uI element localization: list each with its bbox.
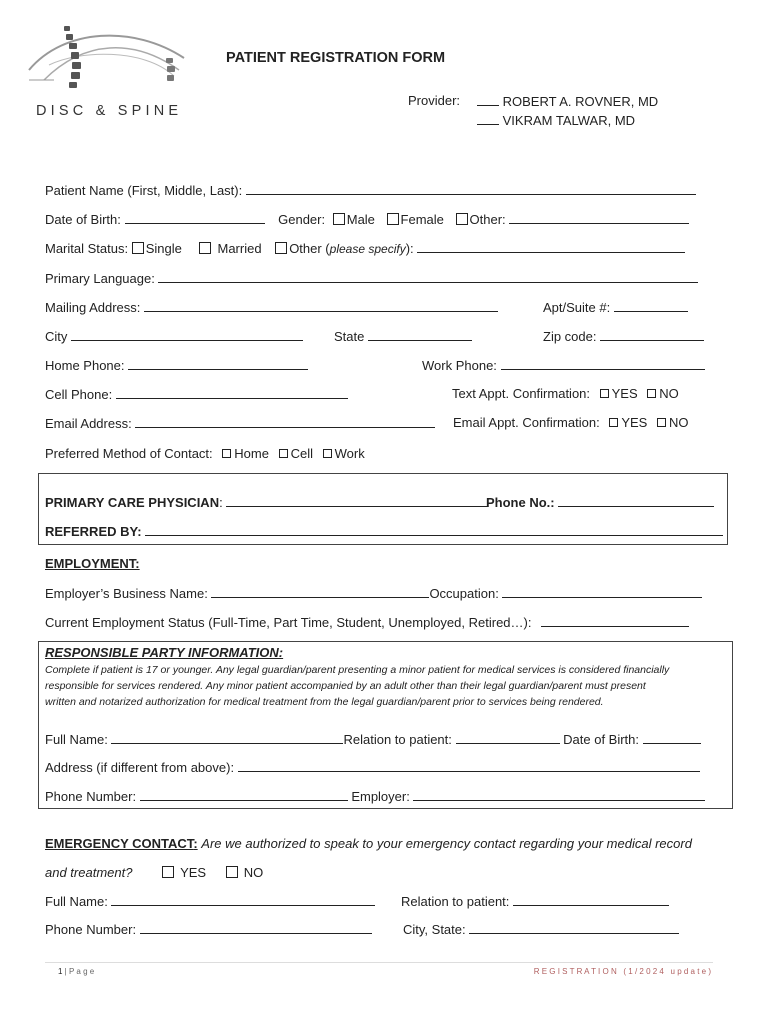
footer-page-sep: | [62, 967, 69, 976]
responsible-phone-field[interactable] [140, 788, 348, 801]
referred-row [45, 523, 723, 540]
zip-row [543, 328, 704, 345]
preferred-cell-checkbox[interactable] [279, 449, 288, 458]
emergency-no-checkbox[interactable] [226, 866, 238, 878]
yes-label: YES [621, 415, 648, 430]
email-confirm-label: Email Appt. Confirmation: [453, 415, 600, 430]
mailing-field[interactable] [144, 299, 498, 312]
provider-check-line[interactable] [477, 112, 499, 125]
pcp-label: PRIMARY CARE PHYSICIAN [45, 495, 220, 510]
marital-other-field[interactable] [417, 240, 685, 253]
work-phone-field[interactable] [501, 357, 705, 370]
responsible-phone-row [45, 788, 705, 805]
zip-field[interactable] [600, 328, 704, 341]
gender-option: Other: [469, 212, 506, 227]
emergency-phone-row [45, 921, 372, 938]
employment-status-row [45, 614, 689, 631]
language-row [45, 270, 698, 287]
form-title: PATIENT REGISTRATION FORM [226, 50, 446, 66]
email-field[interactable] [135, 415, 435, 428]
no-label: NO [668, 415, 689, 430]
provider-name: ROBERT A. ROVNER, MD [502, 94, 659, 109]
no-label: NO [659, 386, 679, 401]
email-confirm-yes-checkbox[interactable] [609, 418, 618, 427]
no-label: NO [243, 865, 264, 880]
state-field[interactable] [368, 328, 472, 341]
work-phone-label: Work Phone: [422, 358, 497, 373]
dob-label: Date of Birth: [45, 212, 121, 227]
dob-field[interactable] [125, 211, 265, 224]
emergency-heading: EMERGENCY CONTACT [45, 836, 194, 851]
footer-page-number: 1 [58, 967, 63, 976]
home-phone-label: Home Phone: [45, 358, 125, 373]
emergency-city-state-label: City, State: [403, 922, 466, 937]
emergency-question: Are we authorized to speak to your emergency contact regarding your medical record [201, 836, 692, 851]
preferred-home-checkbox[interactable] [222, 449, 231, 458]
responsible-address-label: Address (if different from above): [45, 760, 235, 775]
responsible-name-label: Full Name: [45, 732, 108, 747]
footer-registration: R E G I S T R A T I O N ( 1 / 2 0 2 4 u p d a t e ) [533, 967, 711, 976]
responsible-note-line: Complete if patient is 17 or younger. Any legal guardian/parent presenting a minor patient for medical services is considered financially [45, 664, 670, 676]
preferred-option: Cell [290, 446, 313, 461]
marital-close: ): [405, 241, 414, 256]
employment-status-label: Current Employment Status (Full-Time, Part Time, Student, Unemployed, Retired…): [45, 615, 532, 630]
responsible-employer-label: Employer: [351, 789, 410, 804]
marital-label: Marital Status: [45, 241, 129, 256]
responsible-heading: RESPONSIBLE PARTY INFORMATION: [45, 645, 284, 660]
responsible-relation-label: Relation to patient: [343, 732, 452, 747]
email-row [45, 415, 435, 432]
marital-row [45, 240, 685, 257]
responsible-relation-field[interactable] [456, 731, 560, 744]
pcp-field[interactable] [226, 494, 488, 507]
marital-specify: please specify [329, 242, 406, 256]
employer-row [45, 585, 702, 602]
gender-female-checkbox[interactable] [387, 213, 399, 225]
emergency-question-cont: and treatment? [45, 865, 133, 880]
preferred-label: Preferred Method of Contact: [45, 446, 213, 461]
pcp-phone-field[interactable] [558, 494, 714, 507]
provider-label: Provider: [408, 93, 461, 108]
employer-label: Employer’s Business Name: [45, 586, 208, 601]
emergency-heading-row [45, 836, 692, 852]
responsible-note-line: responsible for services rendered. Any minor patient accompanied by an adult other than their legal guardian/parent must present [45, 680, 646, 692]
cell-phone-field[interactable] [116, 386, 348, 399]
responsible-name-row [45, 731, 701, 748]
marital-option: Single [145, 241, 182, 256]
employer-field[interactable] [211, 585, 429, 598]
responsible-employer-field[interactable] [413, 788, 705, 801]
state-row [334, 328, 472, 345]
home-phone-field[interactable] [128, 357, 308, 370]
provider-name: VIKRAM TALWAR, MD [502, 113, 636, 128]
marital-option: Other ( [289, 241, 330, 256]
email-label: Email Address: [45, 416, 132, 431]
provider-option-rovner[interactable] [477, 93, 658, 110]
text-confirm-row [452, 386, 679, 402]
city-label: City [45, 329, 68, 344]
footer-rule [45, 962, 713, 963]
pcp-colon: : [219, 495, 223, 510]
gender-other-checkbox[interactable] [456, 213, 468, 225]
responsible-phone-label: Phone Number: [45, 789, 137, 804]
apt-field[interactable] [614, 299, 688, 312]
occupation-field[interactable] [502, 585, 702, 598]
preferred-option: Home [234, 446, 269, 461]
pcp-phone-label: Phone No.: [486, 495, 555, 510]
employment-heading: EMPLOYMENT: [45, 556, 140, 571]
state-label: State [334, 329, 365, 344]
emergency-relation-row [401, 893, 669, 910]
zip-label: Zip code: [543, 329, 597, 344]
email-confirm-row [453, 415, 688, 431]
referred-field[interactable] [145, 523, 723, 536]
emergency-heading-colon: : [193, 836, 198, 851]
gender-option: Female [400, 212, 444, 227]
cell-phone-row [45, 386, 348, 403]
work-phone-row [422, 357, 705, 374]
disc-spine-logo [24, 20, 204, 124]
apt-label: Apt/Suite #: [543, 300, 611, 315]
city-field[interactable] [71, 328, 303, 341]
responsible-name-field[interactable] [111, 731, 343, 744]
emergency-relation-label: Relation to patient: [401, 894, 510, 909]
emergency-name-row [45, 893, 375, 910]
footer-page [58, 967, 94, 976]
spine-logo-icon [24, 20, 204, 124]
dob-gender-row [45, 211, 689, 228]
provider-option-talwar[interactable] [477, 112, 635, 129]
cell-phone-label: Cell Phone: [45, 387, 113, 402]
mailing-row [45, 299, 498, 316]
emergency-name-label: Full Name: [45, 894, 108, 909]
patient-name-label: Patient Name (First, Middle, Last): [45, 183, 243, 198]
text-confirm-no-checkbox[interactable] [647, 389, 656, 398]
marital-married-checkbox[interactable] [199, 242, 211, 254]
city-row [45, 328, 303, 345]
emergency-yes-checkbox[interactable] [162, 866, 174, 878]
occupation-label: Occupation: [429, 586, 499, 601]
apt-row [543, 299, 688, 316]
emergency-city-state-row [403, 921, 679, 938]
pcp-row [45, 494, 488, 511]
patient-name-row [45, 182, 696, 199]
marital-option: Married [217, 241, 262, 256]
preferred-option: Work [334, 446, 365, 461]
patient-name-field[interactable] [246, 182, 696, 195]
gender-option: Male [346, 212, 375, 227]
text-confirm-yes-checkbox[interactable] [600, 389, 609, 398]
responsible-dob-field[interactable] [643, 731, 701, 744]
marital-single-checkbox[interactable] [132, 242, 144, 254]
gender-label: Gender: [278, 212, 326, 227]
provider-check-line[interactable] [477, 93, 499, 106]
emergency-relation-field[interactable] [513, 893, 669, 906]
emergency-name-field[interactable] [111, 893, 375, 906]
referred-label: REFERRED BY: [45, 524, 142, 539]
employment-status-field[interactable] [541, 614, 689, 627]
footer-page-word: P a g e [68, 967, 95, 976]
language-field[interactable] [158, 270, 698, 283]
mailing-label: Mailing Address: [45, 300, 141, 315]
pcp-phone-row [486, 494, 714, 511]
yes-label: YES [611, 386, 638, 401]
email-confirm-no-checkbox[interactable] [657, 418, 666, 427]
responsible-address-field[interactable] [238, 759, 700, 772]
responsible-dob-label: Date of Birth: [563, 732, 640, 747]
home-phone-row [45, 357, 308, 374]
gender-male-checkbox[interactable] [333, 213, 345, 225]
emergency-phone-field[interactable] [140, 921, 372, 934]
language-label: Primary Language: [45, 271, 155, 286]
yes-label: YES [180, 865, 207, 880]
text-confirm-label: Text Appt. Confirmation: [452, 386, 591, 401]
emergency-city-state-field[interactable] [469, 921, 679, 934]
emergency-phone-label: Phone Number: [45, 922, 137, 937]
marital-other-checkbox[interactable] [275, 242, 287, 254]
svg-text:DISC & SPINE: DISC & SPINE [36, 103, 183, 119]
responsible-address-row [45, 759, 700, 776]
emergency-authorize-row [45, 865, 263, 881]
responsible-note-line: written and notarized authorization for medical treatment from the legal guardian/parent prior to services being rendered. [45, 696, 604, 708]
preferred-contact-row [45, 446, 365, 462]
gender-other-field[interactable] [509, 211, 689, 224]
preferred-work-checkbox[interactable] [323, 449, 332, 458]
